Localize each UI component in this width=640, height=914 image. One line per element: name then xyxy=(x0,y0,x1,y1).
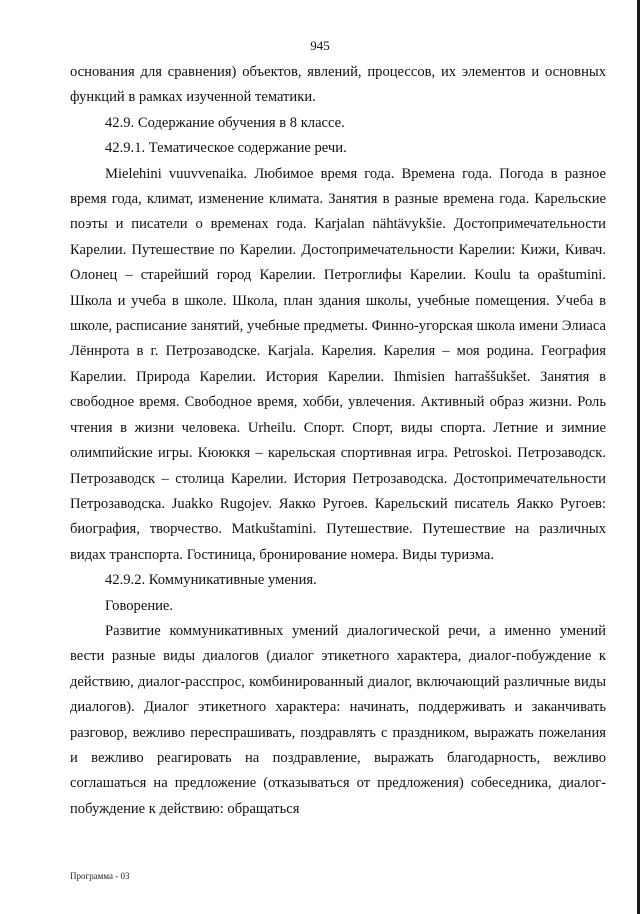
page-number: 945 xyxy=(310,38,330,53)
subheading-speaking: Говорение. xyxy=(105,597,174,614)
body-text xyxy=(70,60,606,822)
paragraph-dialogue-skills: Развитие коммуникативных умений диалогической речи, а именно умений вести разные виды диалогов (диалог этикетного характера, диалог-побуждение к действию, диалог-расспрос, комбинированный диалог, включающий различные виды диалогов). Диалог этикетного характера: начинать, поддерживать и заканчивать разговор, вежливо переспрашивать, поздравлять с праздником, выражать пожелания и вежливо реагировать на поздравление, выражать благодарность, вежливо соглашаться на предложение (отказываться от предложения) собеседника, диалог-побуждение к действию: обращаться xyxy=(70,622,606,817)
section-heading-42-9-1: 42.9.1. Тематическое содержание речи. xyxy=(105,140,347,157)
paragraph-topics: Mielehini vuuvvenaika. Любимое время года. Времена года. Погода в разное время года, климат, изменение климата. Занятия в разные времена года. Карельские поэты и писатели о временах года. Karjalan nähtävykšie. Достопримечательности Карелии. Путешествие по Карелии. Достопримечательности Карелии: Кижи, Кивач. Олонец – старейший город Карелии. Петроглифы Карелии. Koulu ta opaštumini. Школа и учеба в школе. Школа, план здания школы, учебные помещения. Учеба в школе, расписание занятий, учебные предметы. Финно-угорская школа имени Элиаса Лённрота в г. Петрозаводске. Karjala. Карелия. Карелия – моя родина. География Карелии. Природа Карелии. История Карелии. Ihmisien harraššukšet. Занятия в свободное время. Свободное время, хобби, увлечения. Активный образ жизни. Роль чтения в жизни человека. Urheilu. Спорт. Спорт, виды спорта. Летние и зимние олимпийские игры. Кююккя – карельская спортивная игра. Petroskoi. Петрозаводск. Петрозаводск – столица Карелии. История Петрозаводска. Достопримечательности Петрозаводска. Juakko Rugojev. Яакко Ругоев. Карельский писатель Яакко Ругоев: биография, творчество. Matkuštamini. Путешествие. Путешествие на различных видах транспорта. Гостиница, бронирование номера. Виды туризма. xyxy=(70,165,606,563)
section-heading-42-9: 42.9. Содержание обучения в 8 классе. xyxy=(105,114,345,131)
paragraph-continuation: основания для сравнения) объектов, явлений, процессов, их элементов и основных функций в рамках изученной тематики. xyxy=(70,64,606,106)
page-footer: Программа - 03 xyxy=(70,871,130,881)
section-heading-42-9-2: 42.9.2. Коммуникативные умения. xyxy=(105,572,317,589)
